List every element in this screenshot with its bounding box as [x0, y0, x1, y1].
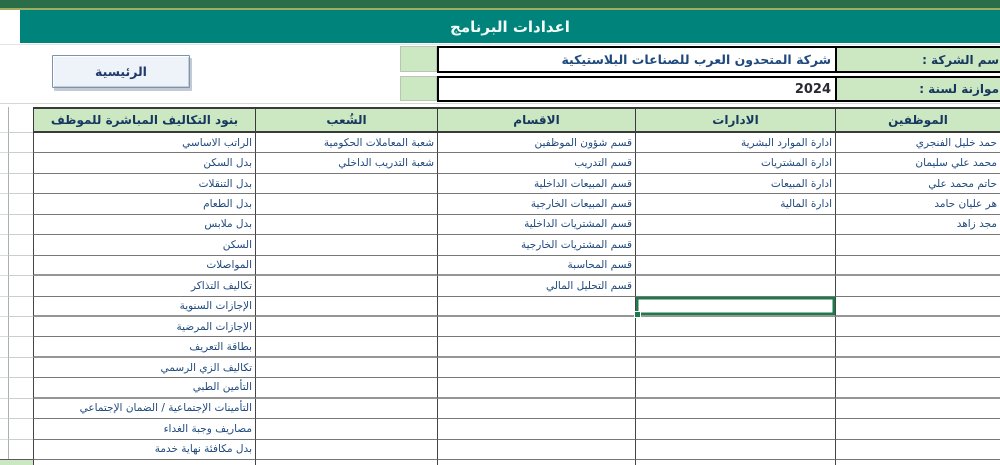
cell-employee-row-3[interactable]: حاتم محمد علي [835, 174, 1000, 194]
titlebar-underline [0, 44, 1000, 45]
sheet-top-gridline [0, 103, 1000, 104]
cell-department-row-6[interactable] [635, 235, 835, 255]
cell-division-row-9[interactable] [255, 297, 437, 317]
tick-cell [0, 440, 8, 460]
cell-division-row-14[interactable] [255, 399, 437, 419]
cell-section-row-6[interactable]: قسم المشتريات الخارجية [437, 235, 635, 255]
cell-cost-row-8[interactable]: تكاليف التذاكر [33, 276, 255, 296]
gutter-cell [8, 235, 33, 255]
cell-cost-row-7[interactable]: المواصلات [33, 256, 255, 276]
cell-division-row-4[interactable] [255, 194, 437, 214]
cell-cost-row-5[interactable]: بدل ملابس [33, 215, 255, 235]
tick-cell [0, 215, 8, 235]
cell-employee-row-13[interactable] [835, 378, 1000, 398]
company-name-label-text: سم الشركة : [922, 52, 999, 67]
cell-division-row-11[interactable] [255, 337, 437, 357]
cell-division-row-7[interactable] [255, 256, 437, 276]
company-name-label [837, 46, 1000, 73]
gutter-cell [8, 133, 33, 153]
cell-cost-row-16[interactable]: بدل مكافئة نهاية خدمة [33, 440, 255, 460]
cell-department-row-13[interactable] [635, 378, 835, 398]
gutter-cell [8, 358, 33, 378]
cell-department-row-3[interactable]: ادارة المبيعات [635, 174, 835, 194]
cell-section-row-8[interactable]: قسم التحليل المالي [437, 276, 635, 296]
tick-cell [0, 337, 8, 357]
cell-department-row-16[interactable] [635, 440, 835, 460]
cell-section-row-3[interactable]: قسم المبيعات الداخلية [437, 174, 635, 194]
cell-cost-row-15[interactable]: مصاريف وجبة الغداء [33, 419, 255, 439]
cell-employee-row-16[interactable] [835, 440, 1000, 460]
cell-cost-row-12[interactable]: تكاليف الزي الرسمي [33, 358, 255, 378]
tick-cell [0, 256, 8, 276]
year-row-spacer-cell[interactable] [400, 76, 437, 101]
budget-year-label-text: موازنة لسنة : [919, 82, 999, 96]
tick-cell [0, 297, 8, 317]
cell-section-row-10[interactable] [437, 317, 635, 337]
cell-section-row-15[interactable] [437, 419, 635, 439]
cell-employee-row-15[interactable] [835, 419, 1000, 439]
column-header-divisions[interactable]: الشُعب [255, 107, 437, 133]
spreadsheet-grid [0, 107, 1000, 465]
budget-year-label [837, 76, 1000, 102]
cell-division-row-1[interactable]: شعبة المعاملات الحكومية [255, 133, 437, 153]
tick-column-header [0, 107, 8, 133]
cell-employee-row-4[interactable]: هر عليان حامد [835, 194, 1000, 214]
home-button[interactable]: الرئيسية [52, 55, 190, 88]
gutter-cell [8, 297, 33, 317]
title-bar [20, 10, 1000, 43]
gutter-cell [8, 174, 33, 194]
column-header-costs[interactable]: بنود التكاليف المباشرة للموظف [33, 107, 255, 133]
cell-department-row-1[interactable]: ادارة الموارد البشرية [635, 133, 835, 153]
cell-section-row-11[interactable] [437, 337, 635, 357]
cell-division-row-8[interactable] [255, 276, 437, 296]
gutter-column-header [8, 107, 33, 133]
cell-cost-row-6[interactable]: السكن [33, 235, 255, 255]
gutter-cell [8, 337, 33, 357]
cell-employee-row-7[interactable] [835, 256, 1000, 276]
cell-department-row-17[interactable] [635, 460, 835, 465]
gutter-cell [8, 440, 33, 460]
cell-section-row-17[interactable] [437, 460, 635, 465]
cell-cost-row-17[interactable] [33, 460, 255, 465]
cell-employee-row-6[interactable] [835, 235, 1000, 255]
tick-cell [0, 378, 8, 398]
gutter-cell [8, 215, 33, 235]
tick-cell [0, 194, 8, 214]
cell-department-row-15[interactable] [635, 419, 835, 439]
cell-cost-row-4[interactable]: بدل الطعام [33, 194, 255, 214]
cell-cost-row-14[interactable]: التأمينات الإجتماعية / الضمان الإجتماعي [33, 399, 255, 419]
gutter-cell [8, 256, 33, 276]
cell-cost-row-10[interactable]: الإجازات المرضية [33, 317, 255, 337]
cell-department-row-14[interactable] [635, 399, 835, 419]
cell-division-row-15[interactable] [255, 419, 437, 439]
cell-division-row-17[interactable] [255, 460, 437, 465]
cell-division-row-2[interactable]: شعبة التدريب الداخلي [255, 153, 437, 173]
tick-cell [0, 235, 8, 255]
cell-department-row-7[interactable] [635, 256, 835, 276]
cell-cost-row-2[interactable]: بدل السكن [33, 153, 255, 173]
gutter-cell [8, 276, 33, 296]
tick-cell [0, 153, 8, 173]
page-title: اعدادات البرنامج [450, 17, 570, 36]
cell-department-row-5[interactable] [635, 215, 835, 235]
cell-cost-row-13[interactable]: التأمين الطبي [33, 378, 255, 398]
cell-employee-row-14[interactable] [835, 399, 1000, 419]
cell-division-row-3[interactable] [255, 174, 437, 194]
window-top-strip [0, 0, 1000, 8]
cell-section-row-2[interactable]: قسم التدريب [437, 153, 635, 173]
cell-cost-row-11[interactable]: بطاقة التعريف [33, 337, 255, 357]
cell-division-row-13[interactable] [255, 378, 437, 398]
cell-section-row-5[interactable]: قسم المشتريات الداخلية [437, 215, 635, 235]
column-header-sections[interactable]: الاقسام [437, 107, 635, 133]
selected-cell[interactable] [635, 297, 835, 317]
gutter-cell [8, 378, 33, 398]
tick-cell [0, 174, 8, 194]
cell-employee-row-9[interactable] [835, 297, 1000, 317]
cell-employee-row-5[interactable]: مجد زاهد [835, 215, 1000, 235]
cell-department-row-2[interactable]: ادارة المشتريات [635, 153, 835, 173]
cell-employee-row-12[interactable] [835, 358, 1000, 378]
cell-department-row-11[interactable] [635, 337, 835, 357]
cell-division-row-10[interactable] [255, 317, 437, 337]
cell-employee-row-2[interactable]: محمد علي سليمان [835, 153, 1000, 173]
cell-section-row-12[interactable] [437, 358, 635, 378]
cell-employee-row-11[interactable] [835, 337, 1000, 357]
cell-division-row-16[interactable] [255, 440, 437, 460]
cell-employee-row-8[interactable] [835, 276, 1000, 296]
cell-cost-row-9[interactable]: الإجازات السنوية [33, 297, 255, 317]
company-name-field[interactable] [437, 46, 837, 73]
cell-division-row-12[interactable] [255, 358, 437, 378]
cell-section-row-1[interactable]: قسم شؤون الموظفين [437, 133, 635, 153]
tick-cell [0, 399, 8, 419]
cell-employee-row-17[interactable] [835, 460, 1000, 465]
tick-cell [0, 358, 8, 378]
tick-cell [0, 419, 8, 439]
gutter-cell [8, 317, 33, 337]
cell-section-row-16[interactable] [437, 440, 635, 460]
cell-cost-row-3[interactable]: بدل التنقلات [33, 174, 255, 194]
gutter-cell [8, 419, 33, 439]
gutter-cell [8, 399, 33, 419]
company-row-spacer-cell[interactable] [400, 46, 437, 72]
gutter-cell [8, 194, 33, 214]
tick-cell [0, 276, 8, 296]
cell-section-row-7[interactable]: قسم المحاسبة [437, 256, 635, 276]
column-header-departments[interactable]: الادارات [635, 107, 835, 133]
cell-section-row-4[interactable]: قسم المبيعات الخارجية [437, 194, 635, 214]
cell-department-row-8[interactable] [635, 276, 835, 296]
cell-section-row-9[interactable] [437, 297, 635, 317]
gutter-cell [8, 153, 33, 173]
column-header-employees[interactable]: الموظفين [835, 107, 1000, 133]
cell-division-row-6[interactable] [255, 235, 437, 255]
cell-employee-row-1[interactable]: حمد خليل الفنجري [835, 133, 1000, 153]
cell-cost-row-1[interactable]: الراتب الاساسي [33, 133, 255, 153]
cell-department-row-4[interactable]: ادارة المالية [635, 194, 835, 214]
tick-cell [0, 317, 8, 337]
bottom-left-green-cell[interactable] [0, 459, 33, 465]
company-name-value: شركة المتحدون العرب للصناعات البلاستيكية [561, 52, 831, 67]
budget-year-value: 2024 [794, 81, 831, 97]
cell-employee-row-10[interactable] [835, 317, 1000, 337]
tick-cell [0, 133, 8, 153]
cell-department-row-10[interactable] [635, 317, 835, 337]
budget-year-field[interactable] [437, 76, 837, 102]
cell-department-row-12[interactable] [635, 358, 835, 378]
cell-division-row-5[interactable] [255, 215, 437, 235]
cell-section-row-13[interactable] [437, 378, 635, 398]
cell-section-row-14[interactable] [437, 399, 635, 419]
